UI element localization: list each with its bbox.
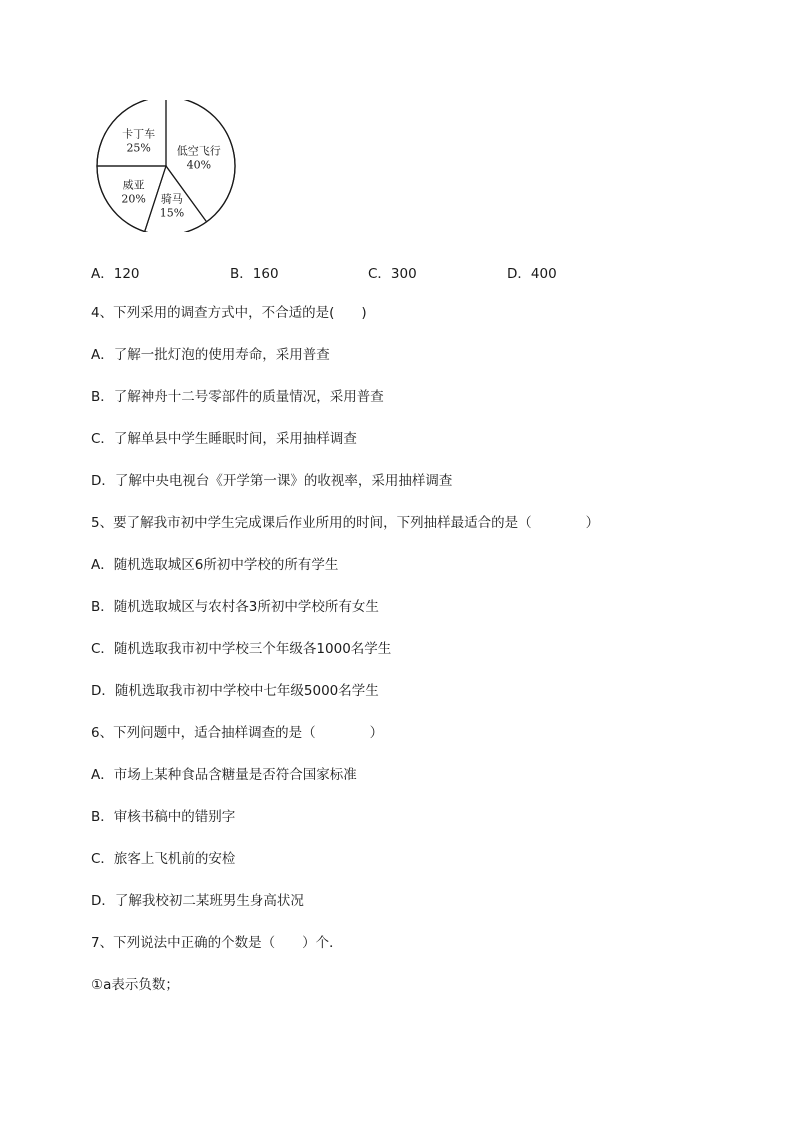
pie-slice-label-1: 骑马: [160, 192, 183, 206]
pie-slice-label-3: 卡丁车: [122, 127, 156, 141]
pie-chart-svg: [95, 100, 237, 232]
q6-option-d: D．了解我校初二某班男生身高状况: [91, 893, 304, 909]
question-6-stem: 6、下列问题中，适合抽样调查的是（ ）: [91, 725, 384, 741]
q3-option-d: D．400: [507, 266, 557, 282]
q6-option-c: C．旅客上飞机前的安检: [91, 851, 236, 867]
q7-statement-1: ①a表示负数；: [91, 977, 179, 993]
pie-chart: [95, 100, 237, 232]
question-7-stem: 7、下列说法中正确的个数是（ ）个．: [91, 935, 343, 951]
pie-slice-label-0: 低空飞行: [176, 144, 221, 158]
q3-option-b: B．160: [230, 266, 279, 282]
pie-slice-label-2: 威亚: [122, 178, 145, 192]
pie-slice-percent-1: 15%: [159, 206, 185, 220]
q4-option-b: B．了解神舟十二号零部件的质量情况，采用普查: [91, 389, 384, 405]
pie-slice-percent-3: 25%: [126, 141, 151, 155]
q4-option-c: C．了解单县中学生睡眠时间，采用抽样调查: [91, 431, 357, 447]
q3-option-c: C．300: [368, 266, 417, 282]
q5-option-b: B．随机选取城区与农村各3所初中学校所有女生: [91, 599, 379, 615]
question-5-stem: 5、要了解我市初中学生完成课后作业所用的时间，下列抽样最适合的是（ ）: [91, 515, 600, 531]
q5-option-a: A．随机选取城区6所初中学校的所有学生: [91, 557, 339, 573]
q5-option-d: D．随机选取我市初中学校中七年级5000名学生: [91, 683, 379, 699]
q5-option-c: C．随机选取我市初中学校三个年级各1000名学生: [91, 641, 392, 657]
q3-options: [91, 262, 651, 280]
q6-option-a: A．市场上某种食品含糖量是否符合国家标准: [91, 767, 357, 783]
pie-slice-percent-2: 20%: [121, 192, 146, 206]
pie-slice-percent-0: 40%: [186, 158, 212, 172]
q6-option-b: B．审核书稿中的错别字: [91, 809, 236, 825]
q4-option-d: D．了解中央电视台《开学第一课》的收视率，采用抽样调查: [91, 473, 453, 489]
q3-option-a: A．120: [91, 266, 140, 282]
question-4-stem: 4、下列采用的调查方式中，不合适的是( ): [91, 305, 367, 321]
q4-option-a: A．了解一批灯泡的使用寿命，采用普查: [91, 347, 330, 363]
